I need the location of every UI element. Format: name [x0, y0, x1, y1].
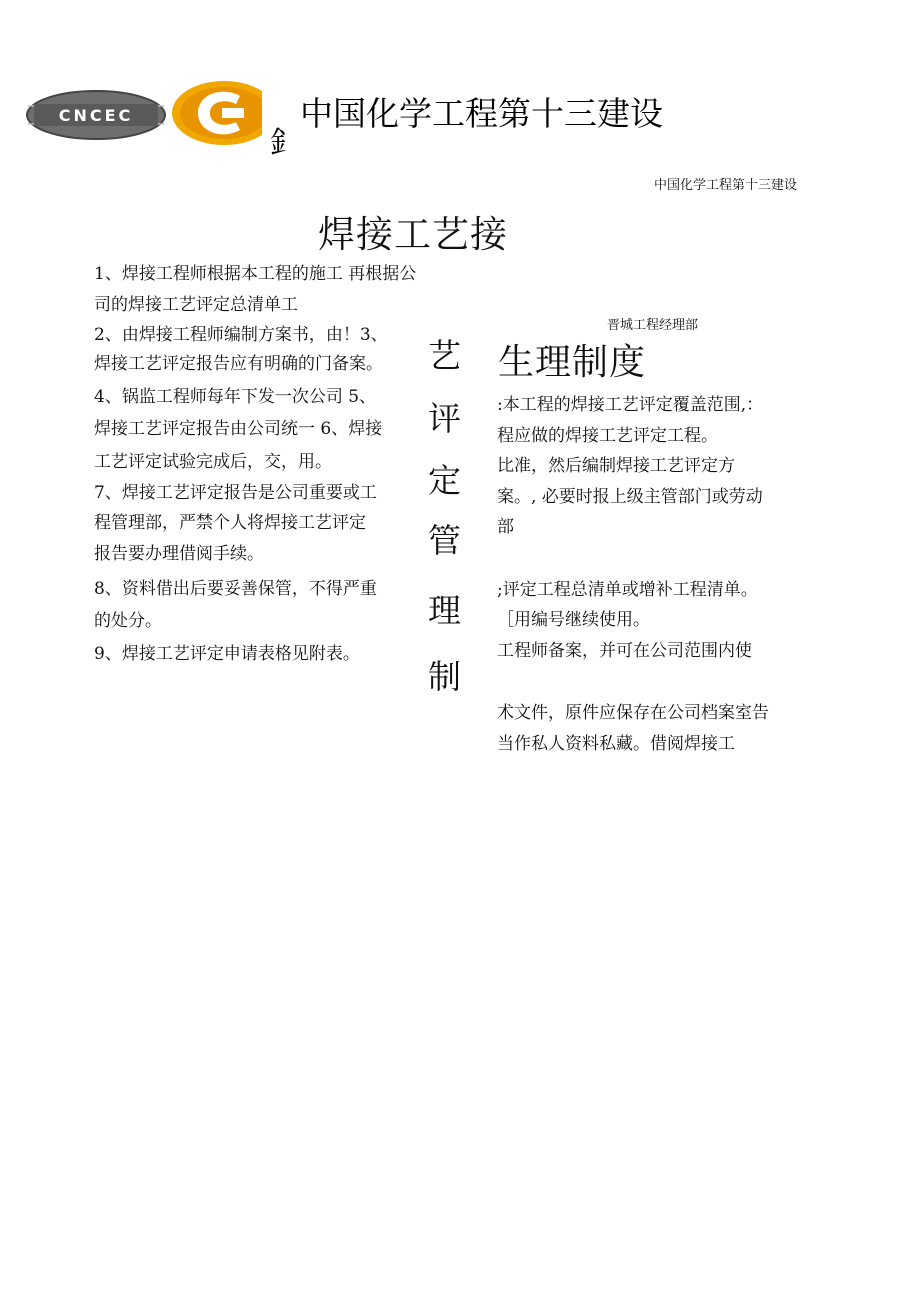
vertical-title-char: 制 — [428, 657, 461, 696]
left-text-line: 焊接工艺评定报告应有明确的门备案。 — [94, 354, 383, 374]
left-text-line: 工艺评定试验完成后，交，用。 — [94, 452, 332, 472]
right-text-line: 部 — [497, 517, 514, 537]
sub-company-label: 中国化学工程第十三建设 — [654, 178, 798, 193]
cncec-logo — [26, 90, 166, 140]
left-text-line: 8、资料借出后要妥善保管，不得严重 — [94, 579, 377, 599]
company-title: 中国化学工程第十三建设 — [300, 94, 663, 133]
left-text-line: 司的焊接工艺评定总清单工 — [94, 295, 298, 315]
left-text-line: 程管理部，严禁个人将焊接工艺评定 — [94, 513, 366, 533]
right-text-line: 术文件，原件应保存在公司档案室告 — [497, 703, 769, 723]
left-text-line: 焊接工艺评定报告由公司统一 6、焊接 — [94, 419, 383, 439]
vertical-title-char: 定 — [428, 461, 461, 500]
vertical-title-char: 管 — [428, 521, 461, 560]
vertical-title-char: 理 — [428, 591, 461, 630]
right-text-line: 工程师备案，并可在公司范围内使 — [497, 641, 752, 661]
vertical-title-char: 评 — [428, 399, 461, 438]
left-text-line: 7、焊接工艺评定报告是公司重要或工 — [94, 483, 377, 503]
right-text-line: ;评定工程总清单或增补工程清单。 — [497, 580, 758, 600]
right-text-line: :本工程的焊接工艺评定覆盖范围,： — [497, 395, 764, 415]
left-text-line: 报告要办理借阅手续。 — [94, 544, 264, 564]
document-title-part2: 生理制度 — [498, 342, 647, 383]
vertical-title-char: 艺 — [428, 336, 461, 375]
right-text-line: ［用编号继续使用。 — [497, 610, 650, 630]
department-label: 晋城工程经理部 — [607, 318, 699, 333]
left-text-line: 1、焊接工程师根据本工程的施工 再根据公 — [94, 264, 417, 284]
right-text-line: 当作私人资料私藏。借阅焊接工 — [497, 734, 735, 754]
right-text-line: 程应做的焊接工艺评定工程。 — [497, 426, 718, 446]
cncec-logo-text: CNCEC — [58, 106, 134, 125]
left-text-line: 2、由焊接工程师编制方案书，由！3、 — [94, 325, 388, 345]
left-text-line: 4、锅监工程师每年下发一次公司 5、 — [94, 387, 377, 407]
right-text-line: 比准，然后编制焊接工艺评定方 — [497, 456, 735, 476]
company-c-logo — [170, 80, 280, 146]
document-title-part1: 焊接工艺接 — [318, 213, 508, 256]
left-text-line: 9、焊接工艺评定申请表格见附表。 — [94, 644, 360, 664]
logo-text-fragment: 釒 — [270, 126, 300, 161]
left-text-line: 的处分。 — [94, 611, 162, 631]
right-text-line: 案。, 必要时报上级主管部门或劳动 — [497, 487, 763, 507]
